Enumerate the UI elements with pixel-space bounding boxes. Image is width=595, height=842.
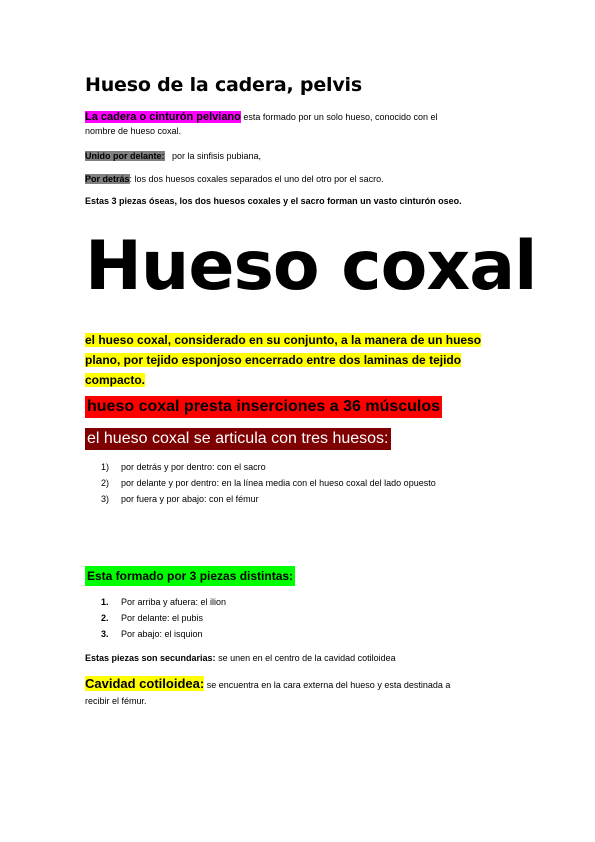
- cavidad-text-line2: recibir el fémur.: [85, 696, 147, 706]
- list-item: [85, 626, 525, 642]
- yellow-text: el hueso coxal, considerado en su conjunto, a la manera de un hueso plano, por tejido esponjoso encerrado entre dos laminas de tejido compacto.: [85, 333, 482, 387]
- intro-paragraph: [85, 110, 505, 138]
- unido-paragraph: [85, 149, 261, 163]
- list-item-number: 2): [101, 478, 110, 488]
- secundarias-label: Estas piezas son secundarias:: [85, 653, 216, 663]
- secundarias-paragraph: [85, 651, 396, 665]
- articula-list: [85, 459, 525, 507]
- piezas-list: [85, 594, 525, 642]
- unido-label: Unido por delante:: [85, 151, 165, 161]
- detras-text: : los dos huesos coxales separados el uno del otro por el sacro.: [129, 174, 384, 184]
- intro-highlight: La cadera o cinturón pelviano: [85, 111, 241, 123]
- page-title: Hueso de la cadera, pelvis: [85, 74, 362, 96]
- cavidad-label: Cavidad cotiloidea:: [85, 676, 205, 691]
- unido-text: por la sinfisis pubiana,: [164, 151, 262, 161]
- list-item-number: 2.: [101, 613, 109, 623]
- list-item-number: 3.: [101, 629, 109, 639]
- dark-heading: el hueso coxal se articula con tres huesos:: [85, 428, 391, 450]
- green-heading: Esta formado por 3 piezas distintas:: [85, 566, 295, 586]
- list-item-text: por delante y por dentro: en la línea media con el hueso coxal del lado opuesto: [121, 478, 436, 488]
- list-item-number: 3): [101, 494, 110, 504]
- estas-paragraph: Estas 3 piezas óseas, los dos huesos coxales y el sacro forman un vasto cinturón oseo.: [85, 196, 462, 206]
- list-item-text: Por abajo: el isquion: [121, 629, 203, 639]
- list-item-text: por fuera y por abajo: con el fémur: [121, 494, 259, 504]
- intro-text-line2: nombre de hueso coxal.: [85, 126, 182, 136]
- list-item-text: por detrás y por dentro: con el sacro: [121, 462, 266, 472]
- secundarias-text: se unen en el centro de la cavidad cotiloidea: [215, 653, 396, 663]
- list-item: [85, 594, 525, 610]
- cavidad-text-line1: se encuentra en la cara externa del hueso y esta destinada a: [204, 680, 451, 690]
- list-item: [85, 475, 525, 491]
- intro-text-line1: esta formado por un solo hueso, conocido con el: [240, 112, 438, 122]
- list-item: [85, 459, 525, 475]
- list-item: [85, 610, 525, 626]
- list-item-number: 1.: [101, 597, 109, 607]
- detras-label: Por detrás: [85, 174, 130, 184]
- red-heading: hueso coxal presta inserciones a 36 músculos: [85, 396, 442, 418]
- list-item-text: Por arriba y afuera: el ilion: [121, 597, 227, 607]
- list-item-number: 1): [101, 462, 110, 472]
- yellow-paragraph: [85, 330, 495, 390]
- big-heading: Hueso coxal: [85, 227, 537, 306]
- list-item: [85, 491, 525, 507]
- list-item-text: Por delante: el pubis: [121, 613, 204, 623]
- detras-paragraph: [85, 172, 384, 186]
- cavidad-paragraph: [85, 676, 525, 709]
